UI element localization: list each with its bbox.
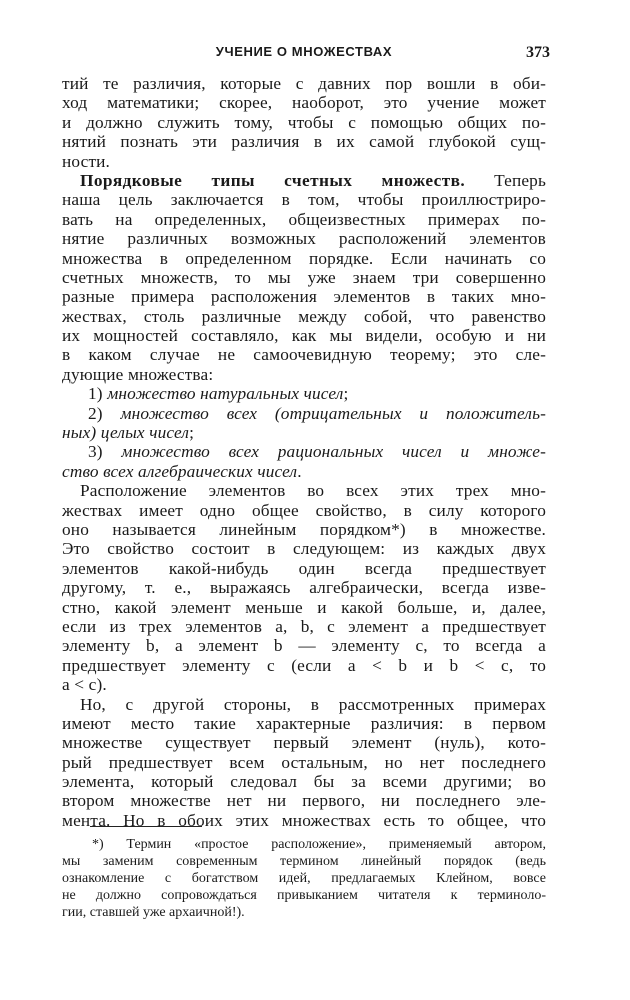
text-line: оно называется линейным порядком*) в множестве. (62, 519, 546, 539)
text-line: ности. (62, 151, 111, 171)
text-line: ход математики; скорее, наоборот, это учение может (62, 93, 546, 113)
text-line: втором множестве нет ни первого, ни последнего эле- (62, 791, 546, 811)
text-fragment: Теперь (494, 170, 546, 190)
text-line: если из трех элементов a, b, c элемент a предшествует (62, 616, 546, 636)
text-line: элементу b, а элемент b — элементу c, то всегда a (62, 636, 546, 656)
section-heading-line (62, 171, 546, 190)
footnote-line: гии, ставшей уже архаичной!). (62, 905, 245, 920)
text-line: стно, какой элемент меньше и какой больше, и, далее, (62, 597, 546, 617)
footnote-divider (90, 826, 202, 827)
list-item (62, 404, 546, 423)
text-line: рый предшествует всем остальным, но нет последнего (62, 752, 546, 772)
list-tail: ; (189, 423, 195, 443)
list-number: 2) (88, 403, 103, 423)
footnote-line: ознакомление с богатством идей, предлагаемых Клейном, вовсе (62, 871, 546, 886)
text-line: нятие различных возможных расположений элементов (62, 229, 546, 249)
list-text: ных) целых чисел (62, 423, 190, 443)
list-item (62, 423, 546, 442)
running-title: УЧЕНИЕ О МНОЖЕСТВАХ (215, 44, 393, 59)
text-line: тий те различия, которые с давних пор вошли в оби- (62, 74, 546, 93)
text-line: a < c). (62, 675, 107, 695)
text-line: их мощностей составляло, как мы видели, особую и ни (62, 326, 546, 346)
footnote-line: *) Термин «простое расположение», применяемый автором, (92, 837, 546, 852)
list-tail: ; (343, 384, 349, 404)
text-line: жествах, столь различные между собой, что равенство (62, 306, 546, 326)
text-line: имеют место такие характерные различия: в первом (62, 713, 546, 733)
list-item (62, 462, 546, 481)
list-number: 1) (88, 384, 103, 404)
footnote-line: не должно сопровождаться привыканием читателя к терминоло- (62, 888, 546, 903)
text-line: в каком случае не самоочевидную теорему; это сле- (62, 345, 546, 365)
footnote (62, 836, 546, 921)
text-line: Это свойство состоит в следующем: из каждых двух (62, 539, 546, 559)
text-line: предшествует элементу c (если a < b и b < c, то (62, 655, 546, 675)
text-line: и должно служить тому, чтобы с помощью общих по- (62, 112, 546, 132)
text-line: наша цель заключается в том, чтобы проиллюстриро- (62, 190, 546, 210)
list-tail: . (297, 461, 302, 481)
text-line: жествах имеет одно общее свойство, в силу которого (62, 500, 546, 520)
text-line: Расположение элементов во всех этих трех мно- (80, 481, 546, 501)
text-line: элементов какой-нибудь один всегда предшествует (62, 558, 546, 578)
list-text: множество натуральных чисел (107, 384, 344, 404)
text-line: мента. Но в обоих этих множествах есть то общее, что (62, 810, 546, 830)
list-item (62, 384, 546, 403)
footnote-line: мы заменим современным термином линейный порядок (ведь (62, 854, 546, 869)
list-number: 3) (88, 442, 103, 462)
main-text (62, 74, 546, 830)
text-line: Но, с другой стороны, в рассмотренных примерах (80, 694, 546, 714)
list-item (62, 442, 546, 461)
text-line: элемента, который следовал бы за всеми другими; во (62, 772, 546, 792)
text-line: множестве существует первый элемент (нуль), кото- (62, 733, 546, 753)
list-text: множество всех (отрицательных и положитель- (120, 403, 546, 423)
list-text: ство всех алгебраических чисел (62, 461, 298, 481)
text-line: разные примера расположения элементов в таких мно- (62, 287, 546, 307)
text-line: нятий познать эти различия в их самой глубокой сущ- (62, 132, 546, 152)
text-line: множества в определенном порядке. Если начинать со (62, 248, 546, 268)
text-line: дующие множества: (62, 364, 214, 384)
text-line: вать на определенных, общеизвестных примерах по- (62, 209, 546, 229)
list-text: множество всех рациональных чисел и множе- (121, 442, 546, 462)
text-line: счетных множеств, то мы уже знаем три совершенно (62, 267, 546, 287)
page-number: 373 (526, 44, 550, 61)
text-line: другому, т. е., выражаясь алгебраически, всегда изве- (62, 578, 546, 598)
page-header (62, 44, 550, 66)
section-heading: Порядковые типы счетных множеств. (80, 170, 466, 190)
